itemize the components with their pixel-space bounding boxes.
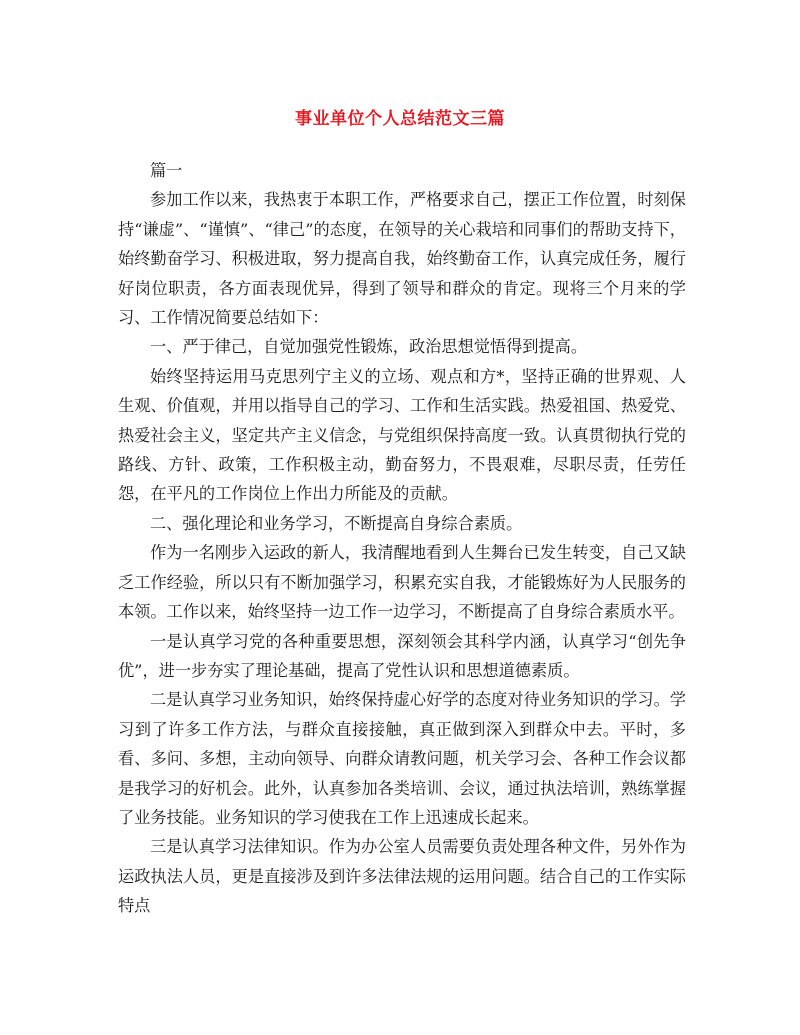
intro-paragraph: 参加工作以来，我热衷于本职工作，严格要求自己，摆正工作位置，时刻保持“谦虚”、“谨慎”、“律己”的态度，在领导的关心栽培和同事们的帮助支持下，始终勤奋学习、积极进取，努力提高自我，始终勤奋工作，认真完成任务，履行好岗位职责，各方面表现优异，得到了领导和群众的肯定。现将三个月来的学习、工作情况简要总结如下： [118,190,686,328]
document-title: 事业单位个人总结范文三篇 [295,109,505,129]
section-label: 篇一 [150,161,183,180]
body-paragraph: 二是认真学习业务知识，始终保持虚心好学的态度对待业务知识的学习。学习到了许多工作方法，与群众直接接触，真正做到深入到群众中去。平时，多看、多问、多想，主动向领导、向群众请教问题，机关学习会、各种工作会议都是我学习的好机会。此外，认真参加各类培训、会议，通过执法培训，熟练掌握了业务技能。业务知识的学习使我在工作上迅速成长起来。 [118,690,686,827]
section-heading-1: 一、严于律己，自觉加强党性锻炼，政治思想觉悟得到提高。 [150,337,588,357]
section-heading-2: 二、强化理论和业务学习，不断提高自身综合素质。 [150,513,523,533]
document-body [118,156,686,921]
body-paragraph: 一是认真学习党的各种重要思想，深刻领会其科学内涵，认真学习“创先争优”，进一步夯实了理论基础，提高了党性认识和思想道德素质。 [118,631,686,680]
body-paragraph: 始终坚持运用马克思列宁主义的立场、观点和方*，坚持正确的世界观、人生观、价值观，并用以指导自己的学习、工作和生活实践。热爱祖国、热爱党、热爱社会主义，坚定共产主义信念，与党组织保持高度一致。认真贯彻执行党的路线、方针、政策，工作积极主动，勤奋努力，不畏艰难，尽职尽责，任劳任怨，在平凡的工作岗位上作出力所能及的贡献。 [118,366,686,504]
body-paragraph: 作为一名刚步入运政的新人，我清醒地看到人生舞台已发生转变，自己又缺乏工作经验，所以只有不断加强学习，积累充实自我，才能锻炼好为人民服务的本领。工作以来，始终坚持一边工作一边学习，不断提高了自身综合素质水平。 [118,543,686,622]
body-paragraph: 三是认真学习法律知识。作为办公室人员需要负责处理各种文件，另外作为运政执法人员，更是直接涉及到许多法律法规的运用问题。结合自己的工作实际特点 [118,837,686,916]
